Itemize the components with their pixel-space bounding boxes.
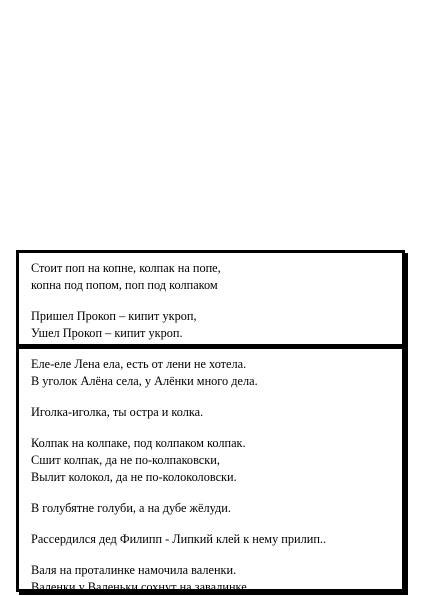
- stanza: [31, 356, 402, 390]
- stanza: [31, 260, 402, 294]
- text-line: Ушел Прокоп – кипит укроп.: [31, 326, 183, 340]
- text-line: Сшит колпак, да не по-колпаковски,: [31, 453, 220, 467]
- tongue-twister-box-top: [16, 250, 405, 347]
- stanza: [31, 531, 402, 548]
- text-line: Рассердился дед Филипп - Липкий клей к нему прилип..: [31, 532, 327, 546]
- text-line: В голубятне голуби, а на дубе жёлуди.: [31, 501, 231, 515]
- stanza: [31, 500, 402, 517]
- stanza: [31, 562, 402, 596]
- text-line: В уголок Алёна села, у Алёнки много дела.: [31, 374, 258, 388]
- stanza: [31, 404, 402, 421]
- text-line: Стоит поп на копне, колпак на попе,: [31, 261, 221, 275]
- text-line: Пришел Прокоп – кипит укроп,: [31, 309, 197, 323]
- text-line: Валя на проталинке намочила валенки.: [31, 563, 237, 577]
- text-line: копна под попом, поп под колпаком: [31, 278, 218, 292]
- text-line: Валенки у Валеньки сохнут на завалинке.: [31, 580, 250, 594]
- text-line: Вылит колокол, да не по-колоколовски.: [31, 470, 237, 484]
- text-line: Колпак на колпаке, под колпаком колпак.: [31, 436, 246, 450]
- text-line: Еле-еле Лена ела, есть от лени не хотела.: [31, 357, 247, 371]
- tongue-twister-box-bottom: [16, 346, 405, 592]
- stanza: [31, 435, 402, 486]
- text-line: Иголка-иголка, ты остра и колка.: [31, 405, 204, 419]
